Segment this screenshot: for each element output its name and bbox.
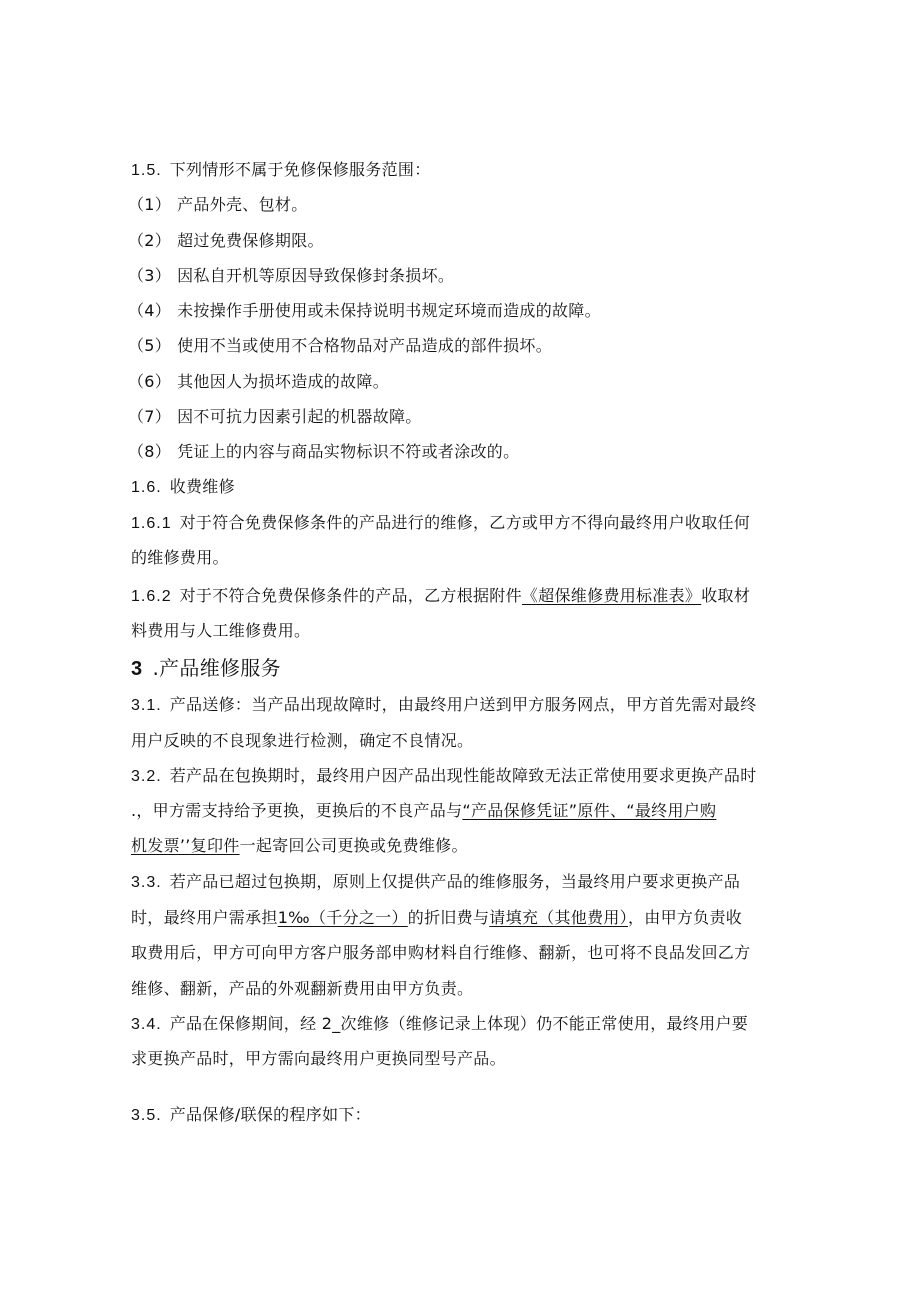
- clause-1-5: [131, 158, 791, 183]
- item-text: 其他因人为损坏造成的故障。: [177, 372, 389, 391]
- clause-3-2-cont: [131, 834, 791, 858]
- clause-number: 3.3.: [131, 874, 162, 891]
- clause-text: .，甲方需支持给予更换，更换后的不良产品与: [131, 801, 463, 820]
- clause-text: 下列情形不属于免修保修服务范围：: [169, 160, 431, 179]
- item-text: 产品外壳、包材。: [177, 195, 308, 214]
- clause-1-6-2: [131, 584, 791, 609]
- clause-1-6-1: [131, 511, 791, 536]
- clause-text: 产品保修/联保的程序如下：: [169, 1105, 371, 1124]
- clause-text: 收取材: [701, 586, 751, 605]
- clause-number: 3.5.: [131, 1107, 162, 1124]
- clause-text: 用户反映的不良现象进行检测，确定不良情况。: [131, 731, 474, 750]
- clause-text: 若产品已超过包换期，原则上仅提供产品的维修服务，当最终用户要求更换产品: [169, 872, 741, 891]
- list-item: [128, 440, 788, 464]
- clause-number: 3.2.: [131, 768, 162, 785]
- clause-text: 对于符合免费保修条件的产品进行的维修，乙方或甲方不得向最终用户收取任何: [179, 513, 751, 532]
- item-text: 超过免费保修期限。: [177, 231, 324, 250]
- clause-text: 产品送修：当产品出现故障时，由最终用户送到甲方服务网点，甲方首先需对最终: [169, 695, 757, 714]
- clause-3-1-cont: [131, 729, 791, 753]
- clause-text: 时，最终用户需承担: [131, 908, 278, 927]
- list-item: [128, 299, 788, 323]
- clause-3-3-cont: [131, 941, 791, 965]
- clause-text: 维修、翻新，产品的外观翻新费用由甲方负责。: [131, 979, 474, 998]
- depreciation-rate-field[interactable]: 1‰（千分之一）: [277, 908, 408, 927]
- list-item: [128, 370, 788, 394]
- warranty-certificate-ref: “产品保修凭证”原件、“最终用户购: [462, 801, 717, 820]
- clause-1-6-2-cont: [131, 619, 791, 643]
- list-item: [128, 334, 788, 358]
- clause-number: 1.6.1: [131, 515, 172, 532]
- list-item: [128, 229, 788, 253]
- item-text: 凭证上的内容与商品实物标识不符或者涂改的。: [177, 442, 520, 461]
- clause-3-3-cont: [131, 906, 791, 930]
- clause-number: 1.6.2: [131, 588, 172, 605]
- clause-text: 料费用与人工维修费用。: [131, 621, 311, 640]
- clause-text: 取费用后，甲方可向甲方客户服务部申购材料自行维修、翻新，也可将不良品发回乙方: [131, 943, 751, 962]
- item-number: （3）: [128, 266, 172, 285]
- item-number: （8）: [128, 442, 172, 461]
- heading-text: .产品维修服务: [152, 656, 281, 680]
- clause-3-4: [131, 1012, 791, 1037]
- invoice-copy-ref: 机发票’’复印件: [131, 836, 240, 855]
- item-number: （6）: [128, 372, 172, 391]
- clause-text: 的维修费用。: [131, 548, 229, 567]
- heading-number: 3: [131, 658, 143, 680]
- clause-number: 1.6.: [131, 479, 162, 496]
- clause-3-4-cont: [131, 1047, 791, 1071]
- item-number: （5）: [128, 336, 172, 355]
- clause-3-3: [131, 870, 791, 895]
- clause-3-2: [131, 764, 791, 789]
- clause-text: 的折旧费与: [407, 908, 490, 927]
- clause-text: 收费维修: [169, 477, 235, 496]
- item-text: 因私自开机等原因导致保修封条损坏。: [177, 266, 455, 285]
- fee-table-link[interactable]: 《超保维修费用标准表》: [521, 586, 702, 605]
- item-number: （1）: [128, 195, 172, 214]
- clause-number: 1.5.: [131, 162, 162, 179]
- list-item: [128, 405, 788, 429]
- clause-1-6-1-cont: [131, 546, 791, 570]
- clause-text: 求更换产品时，甲方需向最终用户更换同型号产品。: [131, 1049, 506, 1068]
- clause-3-1: [131, 693, 791, 718]
- item-text: 因不可抗力因素引起的机器故障。: [177, 407, 422, 426]
- item-number: （4）: [128, 301, 172, 320]
- clause-text: 一起寄回公司更换或免费维修。: [239, 836, 468, 855]
- section-heading-3: [131, 654, 791, 683]
- item-text: 未按操作手册使用或未保持说明书规定环境而造成的故障。: [177, 301, 601, 320]
- item-text: 使用不当或使用不合格物品对产品造成的部件损坏。: [177, 336, 552, 355]
- clause-text: ，由甲方负责收: [627, 908, 743, 927]
- clause-number: 3.1.: [131, 697, 162, 714]
- clause-3-5: [131, 1103, 791, 1128]
- list-item: [128, 193, 788, 217]
- clause-text: 产品在保修期间，经 2_次维修（维修记录上体现）仍不能正常使用，最终用户要: [169, 1014, 749, 1033]
- clause-text: 对于不符合免费保修条件的产品，乙方根据附件: [179, 586, 522, 605]
- item-number: （2）: [128, 231, 172, 250]
- clause-3-3-cont: [131, 977, 791, 1001]
- list-item: [128, 264, 788, 288]
- clause-number: 3.4.: [131, 1016, 162, 1033]
- clause-3-2-cont: [131, 799, 791, 823]
- item-number: （7）: [128, 407, 172, 426]
- other-fee-field[interactable]: 请填充（其他费用）: [489, 908, 628, 927]
- clause-1-6: [131, 475, 791, 500]
- clause-text: 若产品在包换期时，最终用户因产品出现性能故障致无法正常使用要求更换产品时: [169, 766, 757, 785]
